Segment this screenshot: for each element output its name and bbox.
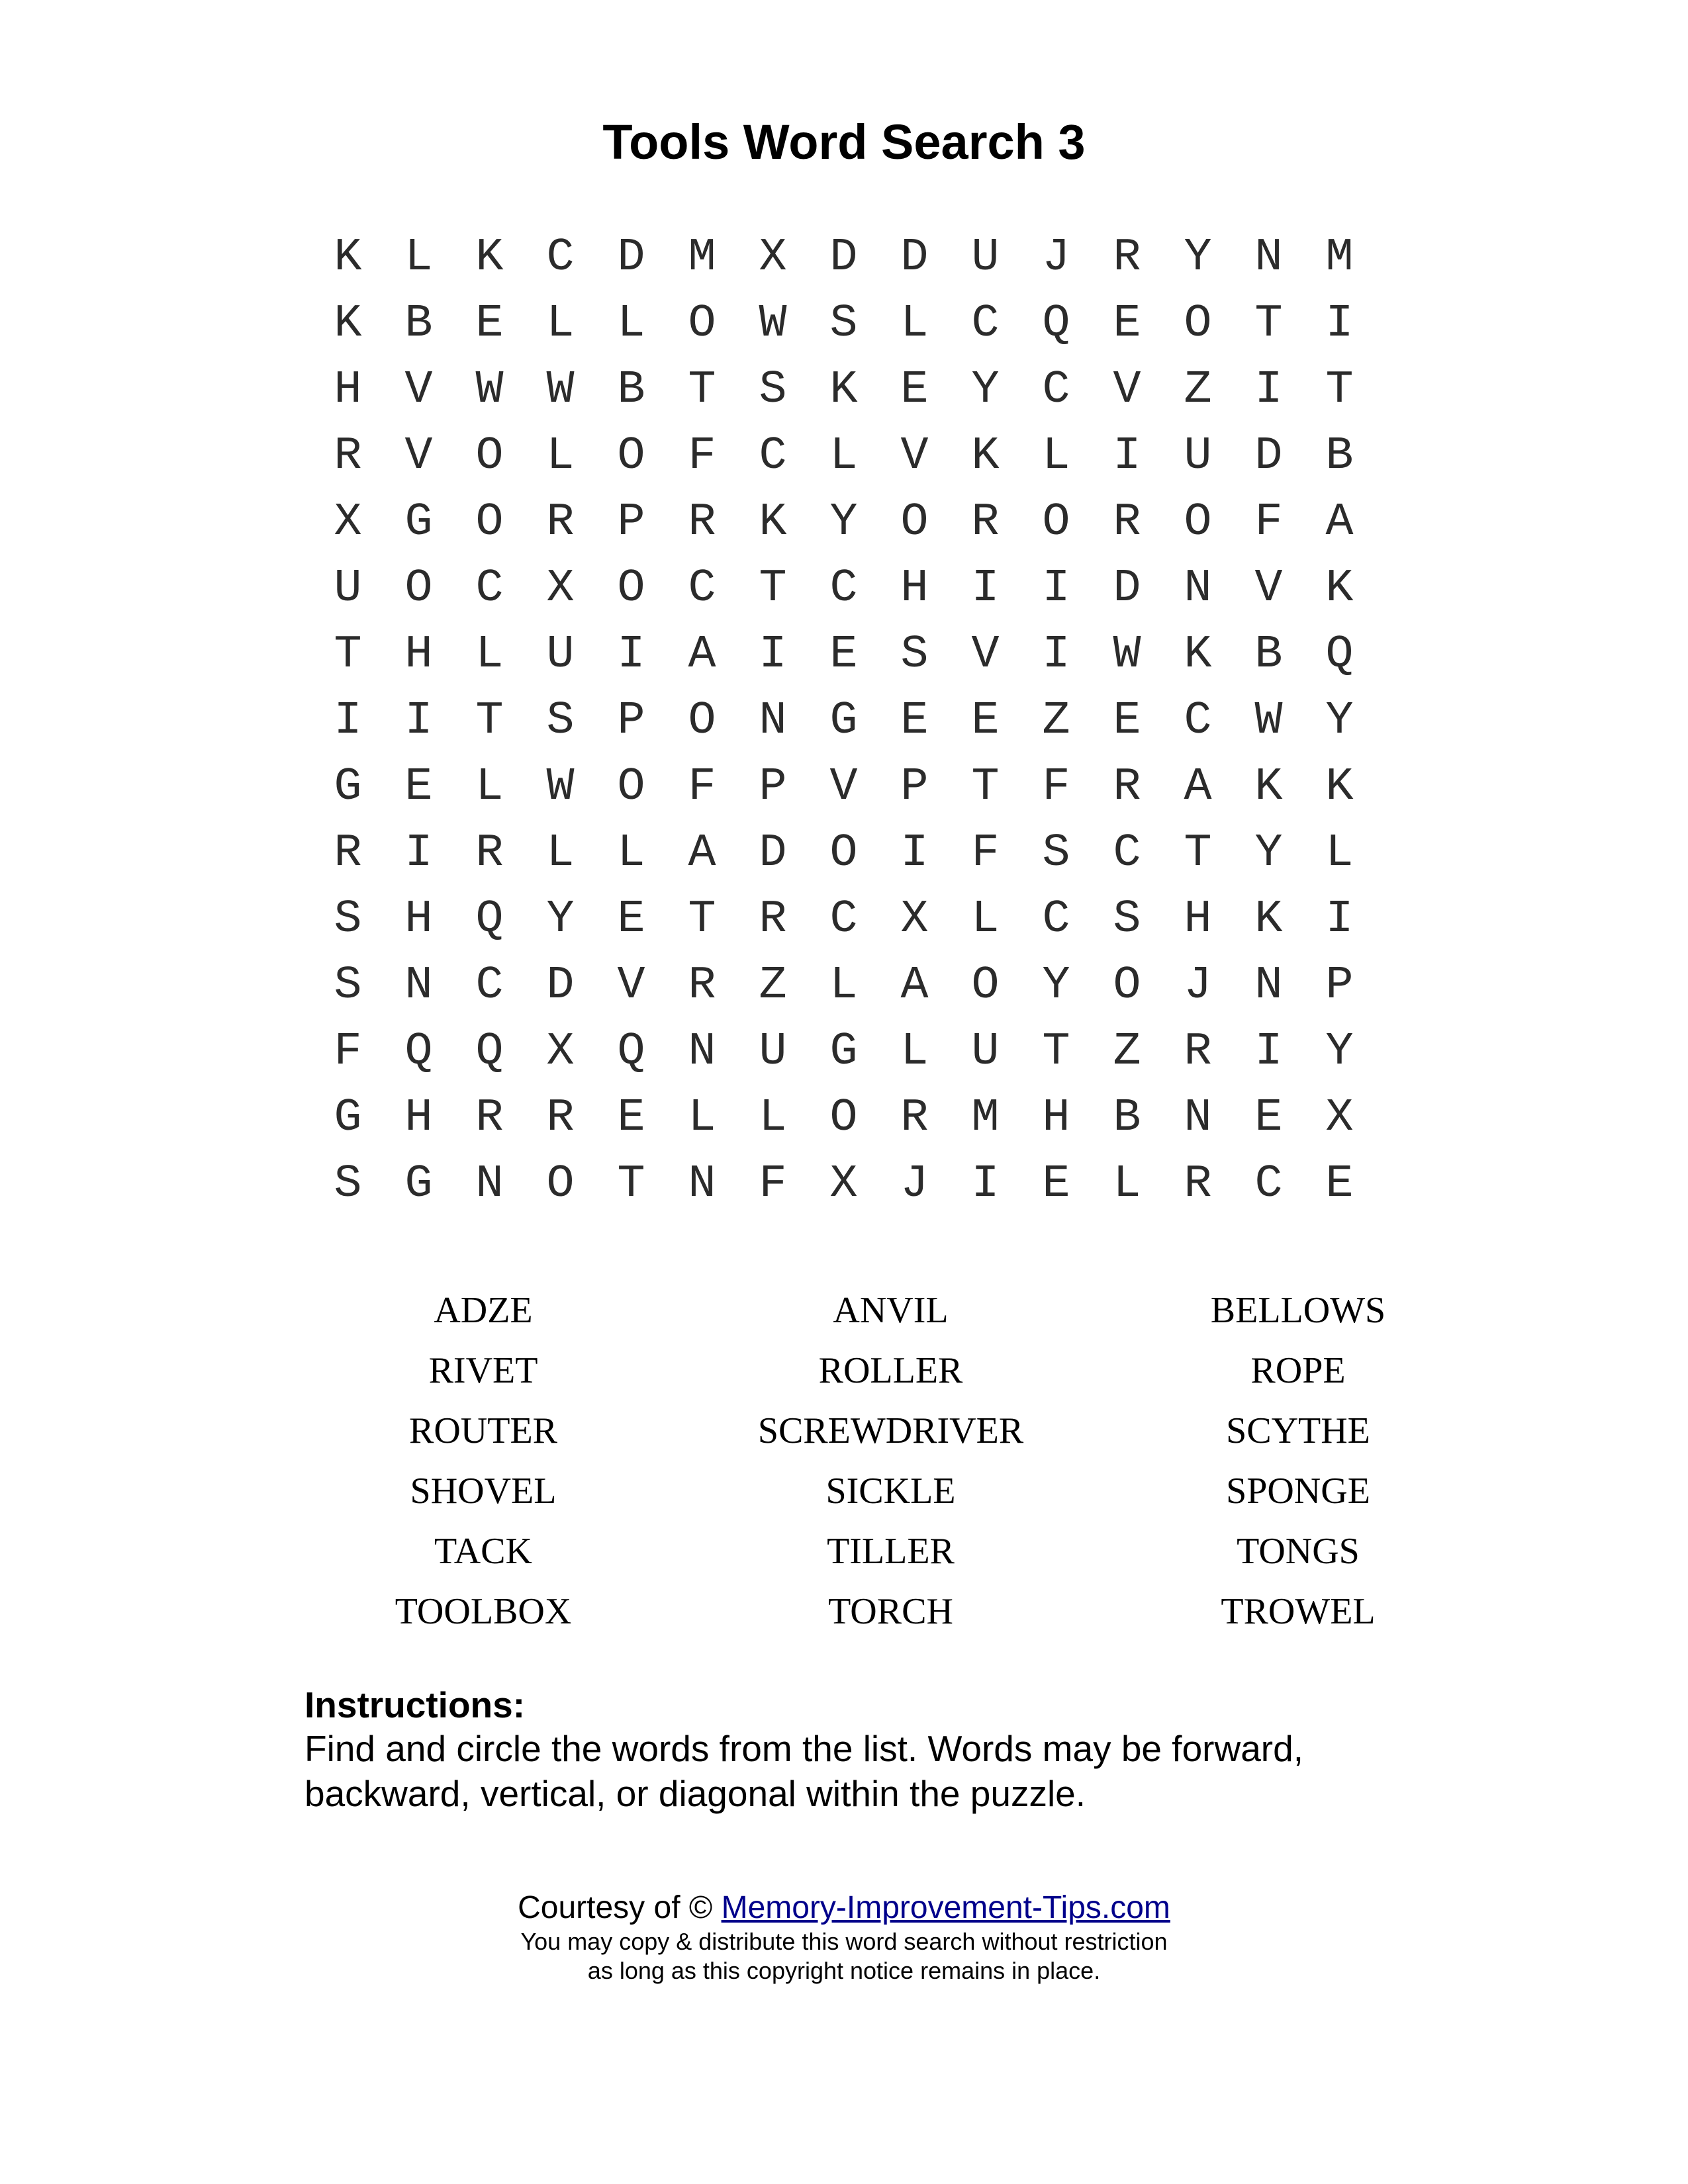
grid-letter: A [688, 827, 716, 880]
grid-letter: T [971, 761, 1000, 813]
word-list [279, 1281, 1511, 1642]
grid-letter: K [334, 298, 362, 350]
word-list-item: ROLLER [818, 1350, 963, 1391]
grid-letter: N [688, 1158, 716, 1210]
grid-letter: H [900, 563, 929, 615]
grid-letter: O [900, 496, 929, 549]
grid-letter: I [1325, 893, 1354, 946]
grid-letter: R [688, 960, 716, 1012]
grid-letter: O [1042, 496, 1070, 549]
grid-letter: L [900, 1026, 929, 1078]
grid-letter: N [1184, 563, 1212, 615]
grid-letter: T [1042, 1026, 1070, 1078]
grid-letter: F [334, 1026, 362, 1078]
grid-letter: W [1113, 629, 1141, 681]
grid-letter: I [759, 629, 787, 681]
grid-letter: V [404, 430, 433, 482]
grid-letter: L [1325, 827, 1354, 880]
grid-letter: S [546, 695, 575, 747]
grid-letter: I [1042, 563, 1070, 615]
word-list-item: TACK [434, 1531, 532, 1572]
grid-letter: O [475, 496, 504, 549]
grid-letter: D [617, 232, 645, 284]
grid-letter: Z [1113, 1026, 1141, 1078]
grid-letter: O [1184, 496, 1212, 549]
grid-letter: K [1254, 761, 1283, 813]
grid-letter: Y [1254, 827, 1283, 880]
grid-letter: F [1042, 761, 1070, 813]
grid-letter: Q [617, 1026, 645, 1078]
grid-letter: N [759, 695, 787, 747]
grid-letter: I [617, 629, 645, 681]
grid-letter: F [1254, 496, 1283, 549]
grid-letter: A [900, 960, 929, 1012]
grid-letter: E [1325, 1158, 1354, 1210]
grid-letter: F [971, 827, 1000, 880]
grid-letter: M [688, 232, 716, 284]
grid-letter: O [688, 298, 716, 350]
word-list-item: SHOVEL [410, 1471, 557, 1512]
grid-letter: B [404, 298, 433, 350]
grid-letter: T [617, 1158, 645, 1210]
grid-letter: R [334, 827, 362, 880]
grid-letter: S [334, 893, 362, 946]
grid-letter: A [1325, 496, 1354, 549]
word-list-item: ANVIL [833, 1290, 949, 1331]
grid-letter: I [1042, 629, 1070, 681]
word-list-item: SICKLE [825, 1471, 956, 1512]
grid-letter: C [1184, 695, 1212, 747]
grid-letter: L [546, 827, 575, 880]
grid-letter: S [334, 1158, 362, 1210]
grid-letter: L [829, 960, 858, 1012]
grid-letter: Q [1325, 629, 1354, 681]
grid-letter: G [334, 1092, 362, 1144]
grid-letter: J [900, 1158, 929, 1210]
grid-letter: Q [404, 1026, 433, 1078]
word-list-item: TORCH [828, 1591, 953, 1632]
notice-line-1: You may copy & distribute this word search without restriction [520, 1928, 1168, 1955]
grid-letter: K [1254, 893, 1283, 946]
grid-letter: B [1113, 1092, 1141, 1144]
grid-letter: R [475, 1092, 504, 1144]
grid-letter: G [829, 695, 858, 747]
grid-letter: Q [1042, 298, 1070, 350]
grid-letter: R [546, 496, 575, 549]
grid-letter: A [1184, 761, 1212, 813]
grid-letter: V [404, 364, 433, 416]
grid-letter: O [404, 563, 433, 615]
grid-letter: L [546, 430, 575, 482]
grid-letter: O [829, 827, 858, 880]
grid-letter: L [900, 298, 929, 350]
grid-letter: U [759, 1026, 787, 1078]
grid-letter: V [971, 629, 1000, 681]
grid-letter: I [1254, 364, 1283, 416]
grid-letter: E [1113, 695, 1141, 747]
grid-letter: C [1042, 364, 1070, 416]
grid-letter: E [1042, 1158, 1070, 1210]
grid-letter: D [1254, 430, 1283, 482]
grid-letter: F [759, 1158, 787, 1210]
grid-letter: N [688, 1026, 716, 1078]
grid-letter: W [759, 298, 787, 350]
grid-letter: V [829, 761, 858, 813]
grid-letter: K [1325, 563, 1354, 615]
grid-letter: R [1113, 761, 1141, 813]
grid-letter: O [475, 430, 504, 482]
grid-letter: J [1184, 960, 1212, 1012]
grid-letter: I [404, 827, 433, 880]
instructions-text: Find and circle the words from the list. Words may be forward, backward, vertical, or diagonal within the puzzle. [305, 1728, 1303, 1814]
word-list-item: ROPE [1250, 1350, 1346, 1391]
grid-letter: L [475, 629, 504, 681]
grid-letter: W [475, 364, 504, 416]
grid-letter: H [1184, 893, 1212, 946]
grid-letter: C [829, 893, 858, 946]
grid-letter: L [546, 298, 575, 350]
grid-letter: Y [1184, 232, 1212, 284]
grid-letter: L [971, 893, 1000, 946]
grid-letter: Y [546, 893, 575, 946]
grid-letter: R [546, 1092, 575, 1144]
grid-letter: H [404, 893, 433, 946]
grid-letter: T [759, 563, 787, 615]
grid-letter: N [1254, 960, 1283, 1012]
grid-letter: R [1113, 232, 1141, 284]
grid-letter: C [971, 298, 1000, 350]
grid-letter: Y [1325, 1026, 1354, 1078]
grid-letter: E [1113, 298, 1141, 350]
word-list-item: SCYTHE [1226, 1410, 1370, 1451]
grid-letter: U [971, 1026, 1000, 1078]
grid-letter: K [334, 232, 362, 284]
grid-letter: B [617, 364, 645, 416]
grid-letter: P [617, 496, 645, 549]
grid-letter: L [617, 298, 645, 350]
grid-letter: L [829, 430, 858, 482]
grid-letter: Z [1184, 364, 1212, 416]
grid-letter: S [1113, 893, 1141, 946]
grid-letter: P [759, 761, 787, 813]
grid-letter: F [688, 761, 716, 813]
grid-letter: U [971, 232, 1000, 284]
grid-letter: H [334, 364, 362, 416]
grid-letter: C [475, 563, 504, 615]
grid-letter: T [334, 629, 362, 681]
grid-letter: E [829, 629, 858, 681]
grid-letter: E [971, 695, 1000, 747]
grid-letter: A [688, 629, 716, 681]
grid-letter: O [971, 960, 1000, 1012]
notice-line-2: as long as this copyright notice remains in place. [587, 1957, 1101, 1984]
grid-letter: K [759, 496, 787, 549]
word-list-item: TONGS [1237, 1531, 1360, 1572]
word-list-item: TROWEL [1221, 1591, 1376, 1632]
word-list-item: SPONGE [1226, 1471, 1370, 1512]
grid-letter: Q [475, 893, 504, 946]
grid-letter: S [900, 629, 929, 681]
grid-letter: O [617, 430, 645, 482]
grid-letter: D [829, 232, 858, 284]
grid-letter: V [617, 960, 645, 1012]
grid-letter: L [1113, 1158, 1141, 1210]
grid-letter: H [1042, 1092, 1070, 1144]
grid-letter: T [475, 695, 504, 747]
grid-letter: H [404, 629, 433, 681]
grid-letter: Y [1325, 695, 1354, 747]
grid-letter: M [971, 1092, 1000, 1144]
grid-letter: D [546, 960, 575, 1012]
grid-letter: L [475, 761, 504, 813]
grid-letter: M [1325, 232, 1354, 284]
grid-letter: S [1042, 827, 1070, 880]
grid-letter: Q [475, 1026, 504, 1078]
grid-letter: U [1184, 430, 1212, 482]
grid-letter: V [1254, 563, 1283, 615]
grid-letter: E [617, 893, 645, 946]
grid-letter: D [1113, 563, 1141, 615]
grid-letter: O [829, 1092, 858, 1144]
grid-letter: O [1113, 960, 1141, 1012]
grid-letter: E [900, 695, 929, 747]
grid-letter: K [829, 364, 858, 416]
grid-letter: C [829, 563, 858, 615]
grid-letter: L [759, 1092, 787, 1144]
grid-letter: C [1042, 893, 1070, 946]
grid-letter: Y [1042, 960, 1070, 1012]
grid-letter: X [900, 893, 929, 946]
grid-letter: C [1254, 1158, 1283, 1210]
grid-letter: G [404, 496, 433, 549]
grid-letter: X [546, 1026, 575, 1078]
page-title: Tools Word Search 3 [602, 114, 1086, 169]
grid-letter: B [1254, 629, 1283, 681]
grid-letter: C [688, 563, 716, 615]
grid-letter: X [829, 1158, 858, 1210]
grid-letter: L [404, 232, 433, 284]
instructions-heading: Instructions: [305, 1684, 526, 1725]
grid-letter: N [475, 1158, 504, 1210]
word-list-item: ADZE [434, 1290, 533, 1331]
grid-letter: K [1184, 629, 1212, 681]
grid-letter: T [1254, 298, 1283, 350]
grid-letter: O [617, 761, 645, 813]
grid-letter: F [688, 430, 716, 482]
grid-letter: T [1325, 364, 1354, 416]
grid-letter: X [759, 232, 787, 284]
word-list-item: TILLER [827, 1531, 955, 1572]
grid-letter: P [900, 761, 929, 813]
grid-letter: W [1254, 695, 1283, 747]
grid-letter: E [1254, 1092, 1283, 1144]
grid-letter: L [617, 827, 645, 880]
grid-letter: I [1113, 430, 1141, 482]
grid-letter: K [1325, 761, 1354, 813]
grid-letter: E [617, 1092, 645, 1144]
grid-letter: W [546, 364, 575, 416]
grid-letter: D [759, 827, 787, 880]
grid-letter: U [334, 563, 362, 615]
grid-letter: U [546, 629, 575, 681]
grid-letter: L [1042, 430, 1070, 482]
grid-letter: O [546, 1158, 575, 1210]
credit-prefix: Courtesy of © [518, 1890, 722, 1925]
grid-letter: G [334, 761, 362, 813]
grid-letter: I [1325, 298, 1354, 350]
grid-letter: I [971, 563, 1000, 615]
grid-letter: I [900, 827, 929, 880]
grid-letter: D [900, 232, 929, 284]
grid-letter: T [1184, 827, 1212, 880]
grid-letter: E [900, 364, 929, 416]
grid-letter: I [334, 695, 362, 747]
grid-letter: O [1184, 298, 1212, 350]
grid-letter: S [829, 298, 858, 350]
grid-letter: V [1113, 364, 1141, 416]
grid-letter: R [900, 1092, 929, 1144]
grid-letter: R [1184, 1158, 1212, 1210]
grid-letter: R [759, 893, 787, 946]
credit-link[interactable]: Memory-Improvement-Tips.com [721, 1890, 1170, 1925]
grid-letter: R [334, 430, 362, 482]
grid-letter: S [334, 960, 362, 1012]
grid-letter: P [617, 695, 645, 747]
grid-letter: I [971, 1158, 1000, 1210]
word-list-item: BELLOWS [1210, 1290, 1386, 1331]
grid-letter: R [688, 496, 716, 549]
grid-letter: C [475, 960, 504, 1012]
grid-letter: H [404, 1092, 433, 1144]
grid-letter: S [759, 364, 787, 416]
grid-letter: O [688, 695, 716, 747]
grid-letter: E [404, 761, 433, 813]
grid-letter: R [1184, 1026, 1212, 1078]
grid-letter: C [546, 232, 575, 284]
grid-letter: N [1254, 232, 1283, 284]
grid-letter: I [404, 695, 433, 747]
grid-letter: P [1325, 960, 1354, 1012]
grid-letter: O [617, 563, 645, 615]
grid-letter: V [900, 430, 929, 482]
grid-letter: Y [829, 496, 858, 549]
copyright-notice [0, 1927, 1688, 1985]
grid-letter: C [759, 430, 787, 482]
grid-letter: I [1254, 1026, 1283, 1078]
grid-letter: K [475, 232, 504, 284]
grid-letter: X [1325, 1092, 1354, 1144]
grid-letter: E [475, 298, 504, 350]
grid-letter: T [688, 364, 716, 416]
grid-letter: R [1113, 496, 1141, 549]
grid-letter: N [404, 960, 433, 1012]
grid-letter: X [334, 496, 362, 549]
grid-letter: R [971, 496, 1000, 549]
grid-letter: X [546, 563, 575, 615]
word-list-item: TOOLBOX [395, 1591, 572, 1632]
grid-letter: G [829, 1026, 858, 1078]
word-list-item: RIVET [428, 1350, 538, 1391]
grid-letter: G [404, 1158, 433, 1210]
grid-letter: R [475, 827, 504, 880]
grid-letter: T [688, 893, 716, 946]
grid-letter: Z [759, 960, 787, 1012]
grid-letter: N [1184, 1092, 1212, 1144]
grid-letter: Z [1042, 695, 1070, 747]
grid-letter: Y [971, 364, 1000, 416]
word-list-item: ROUTER [409, 1410, 557, 1451]
grid-letter: C [1113, 827, 1141, 880]
grid-letter: B [1325, 430, 1354, 482]
letter-grid [312, 225, 1375, 1218]
grid-letter: J [1042, 232, 1070, 284]
credit-line [0, 1886, 1688, 1930]
word-list-item: SCREWDRIVER [757, 1410, 1024, 1451]
grid-letter: L [688, 1092, 716, 1144]
grid-letter: W [546, 761, 575, 813]
grid-letter: K [971, 430, 1000, 482]
